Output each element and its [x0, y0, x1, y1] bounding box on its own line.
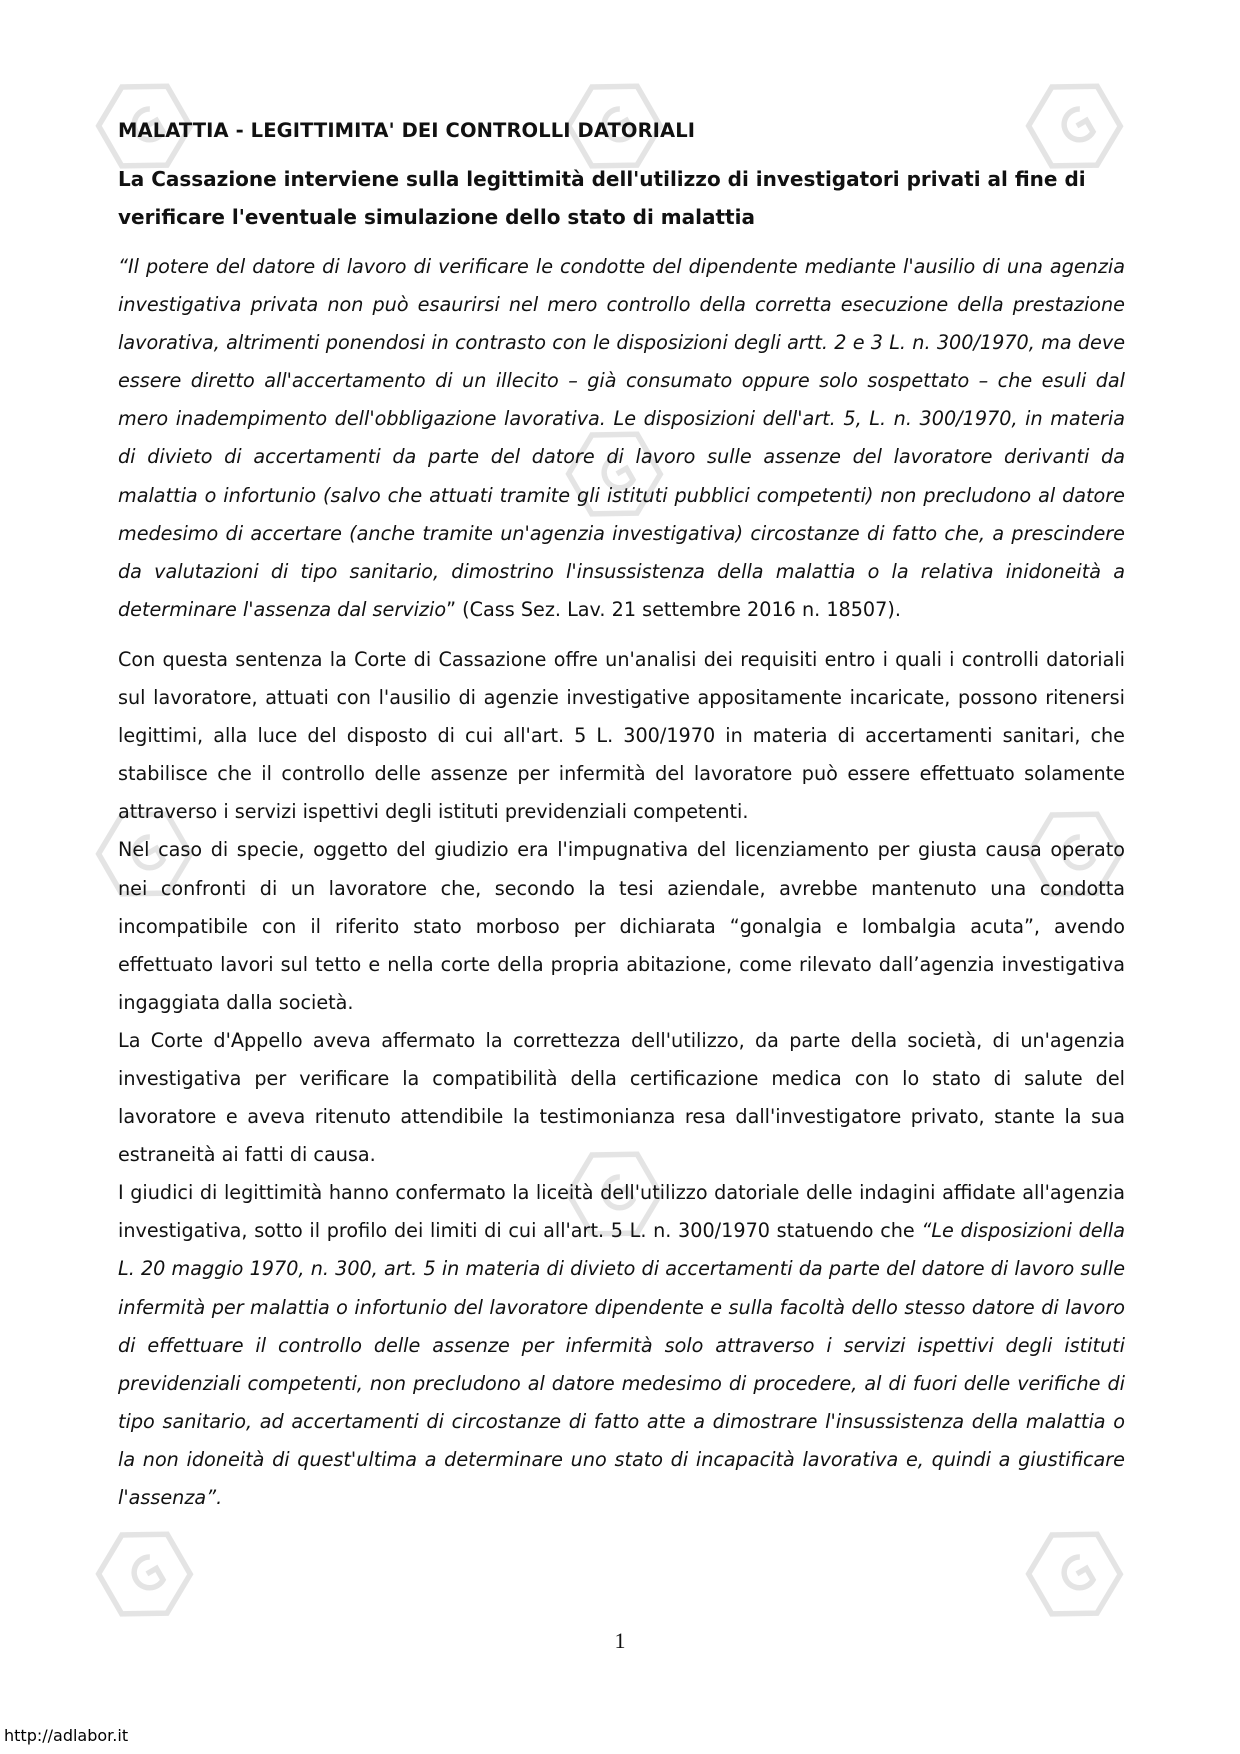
logo-watermark-icon [1020, 1520, 1130, 1630]
paragraph-4 [118, 1174, 1125, 1517]
quote-text: “Il potere del datore di lavoro di verificare le condotte del dipendente mediante l'ausilio di una agenzia investigativa privata non può esaurirsi nel mero controllo della corretta esecuzione della prestazione lavorativa, altrimenti ponendosi in contrasto con le disposizioni degli artt. 2 e 3 L. n. 300/1970, ma deve essere diretto all'accertamento di un illecito – già consumato oppure solo sospettato – che esuli dal mero inadempimento dell'obbligazione lavorativa. Le disposizioni dell'art. 5, L. n. 300/1970, in materia di divieto di accertamenti da parte del datore di lavoro sulle assenze del lavoratore derivanti da malattia o infortunio (salvo che attuati tramite gli istituti pubblici competenti) non precludono al datore medesimo di accertare (anche tramite un'agenzia investigativa) circostanze di fatto che, a prescindere da valutazioni di tipo sanitario, dimostrino l'insussistenza della malattia o la relativa inidoneità a determinare l'assenza dal servizio [118, 255, 1125, 621]
logo-watermark-icon [90, 1520, 200, 1630]
paragraph-4-quote: “Le disposizioni della L. 20 maggio 1970, n. 300, art. 5 in materia di divieto di accertamenti da parte del datore di lavoro sulle infermità per malattia o infortunio del lavoratore dipendente e sulla facoltà dello stesso datore di lavoro di effettuare il controllo delle assenze per infermità solo attraverso i servizi ispettivi degli istituti previdenziali competenti, non precludono al datore medesimo di procedere, al di fuori delle verifiche di tipo sanitario, ad accertamenti di circostanze di fatto atte a dimostrare l'insussistenza della malattia o la non idoneità di quest'ultima a determinare uno stato di incapacità lavorativa e, quindi a giustificare l'assenza”. [118, 1219, 1125, 1509]
paragraph-3: La Corte d'Appello aveva affermato la correttezza dell'utilizzo, da parte della società, di un'agenzia investigativa per verificare la compatibilità della certificazione medica con lo stato di salute del lavoratore e aveva ritenuto attendibile la testimonianza resa dall'investigatore privato, stante la sua estraneità ai fatti di causa. [118, 1028, 1125, 1167]
paragraph-2: Nel caso di specie, oggetto del giudizio era l'impugnativa del licenziamento per giusta causa operato nei confronti di un lavoratore che, secondo la tesi aziendale, avrebbe mantenuto una condotta incompatibile con il riferito stato morboso per dichiarata “gonalgia e lombalgia acuta”, avendo effettuato lavori sul tetto e nella corte della propria abitazione, come rilevato dall’agenzia investigativa ingaggiata dalla società. [118, 838, 1125, 1014]
document-subtitle: La Cassazione interviene sulla legittimità dell'utilizzo di investigatori privati al fine di verificare l'eventuale simulazione dello stato di malattia [118, 167, 1086, 229]
paragraph-1: Con questa sentenza la Corte di Cassazione offre un'analisi dei requisiti entro i quali i controlli datoriali sul lavoratore, attuati con l'ausilio di agenzie investigative appositamente incaricate, possono ritenersi legittimi, alla luce del disposto di cui all'art. 5 L. 300/1970 in materia di accertamenti sanitari, che stabilisce che il controllo delle assenze per infermità del lavoratore può essere effettuato solamente attraverso i servizi ispettivi degli istituti previdenziali competenti. [118, 647, 1125, 824]
footer-url: http://adlabor.it [4, 1726, 129, 1745]
document-body [118, 118, 1125, 1517]
page-number: 1 [614, 1628, 626, 1653]
quote-citation: ” (Cass Sez. Lav. 21 settembre 2016 n. 18507). [446, 597, 901, 621]
document-title: MALATTIA - LEGITTIMITA' DEI CONTROLLI DATORIALI [118, 119, 696, 142]
quote-paragraph [118, 248, 1125, 629]
paragraph-4-lead: I giudici di legittimità hanno confermato la liceità dell'utilizzo datoriale delle indagini affidate all'agenzia investigativa, sotto il profilo dei limiti di cui all'art. 5 L. n. 300/1970 statuendo che [118, 1181, 1125, 1243]
